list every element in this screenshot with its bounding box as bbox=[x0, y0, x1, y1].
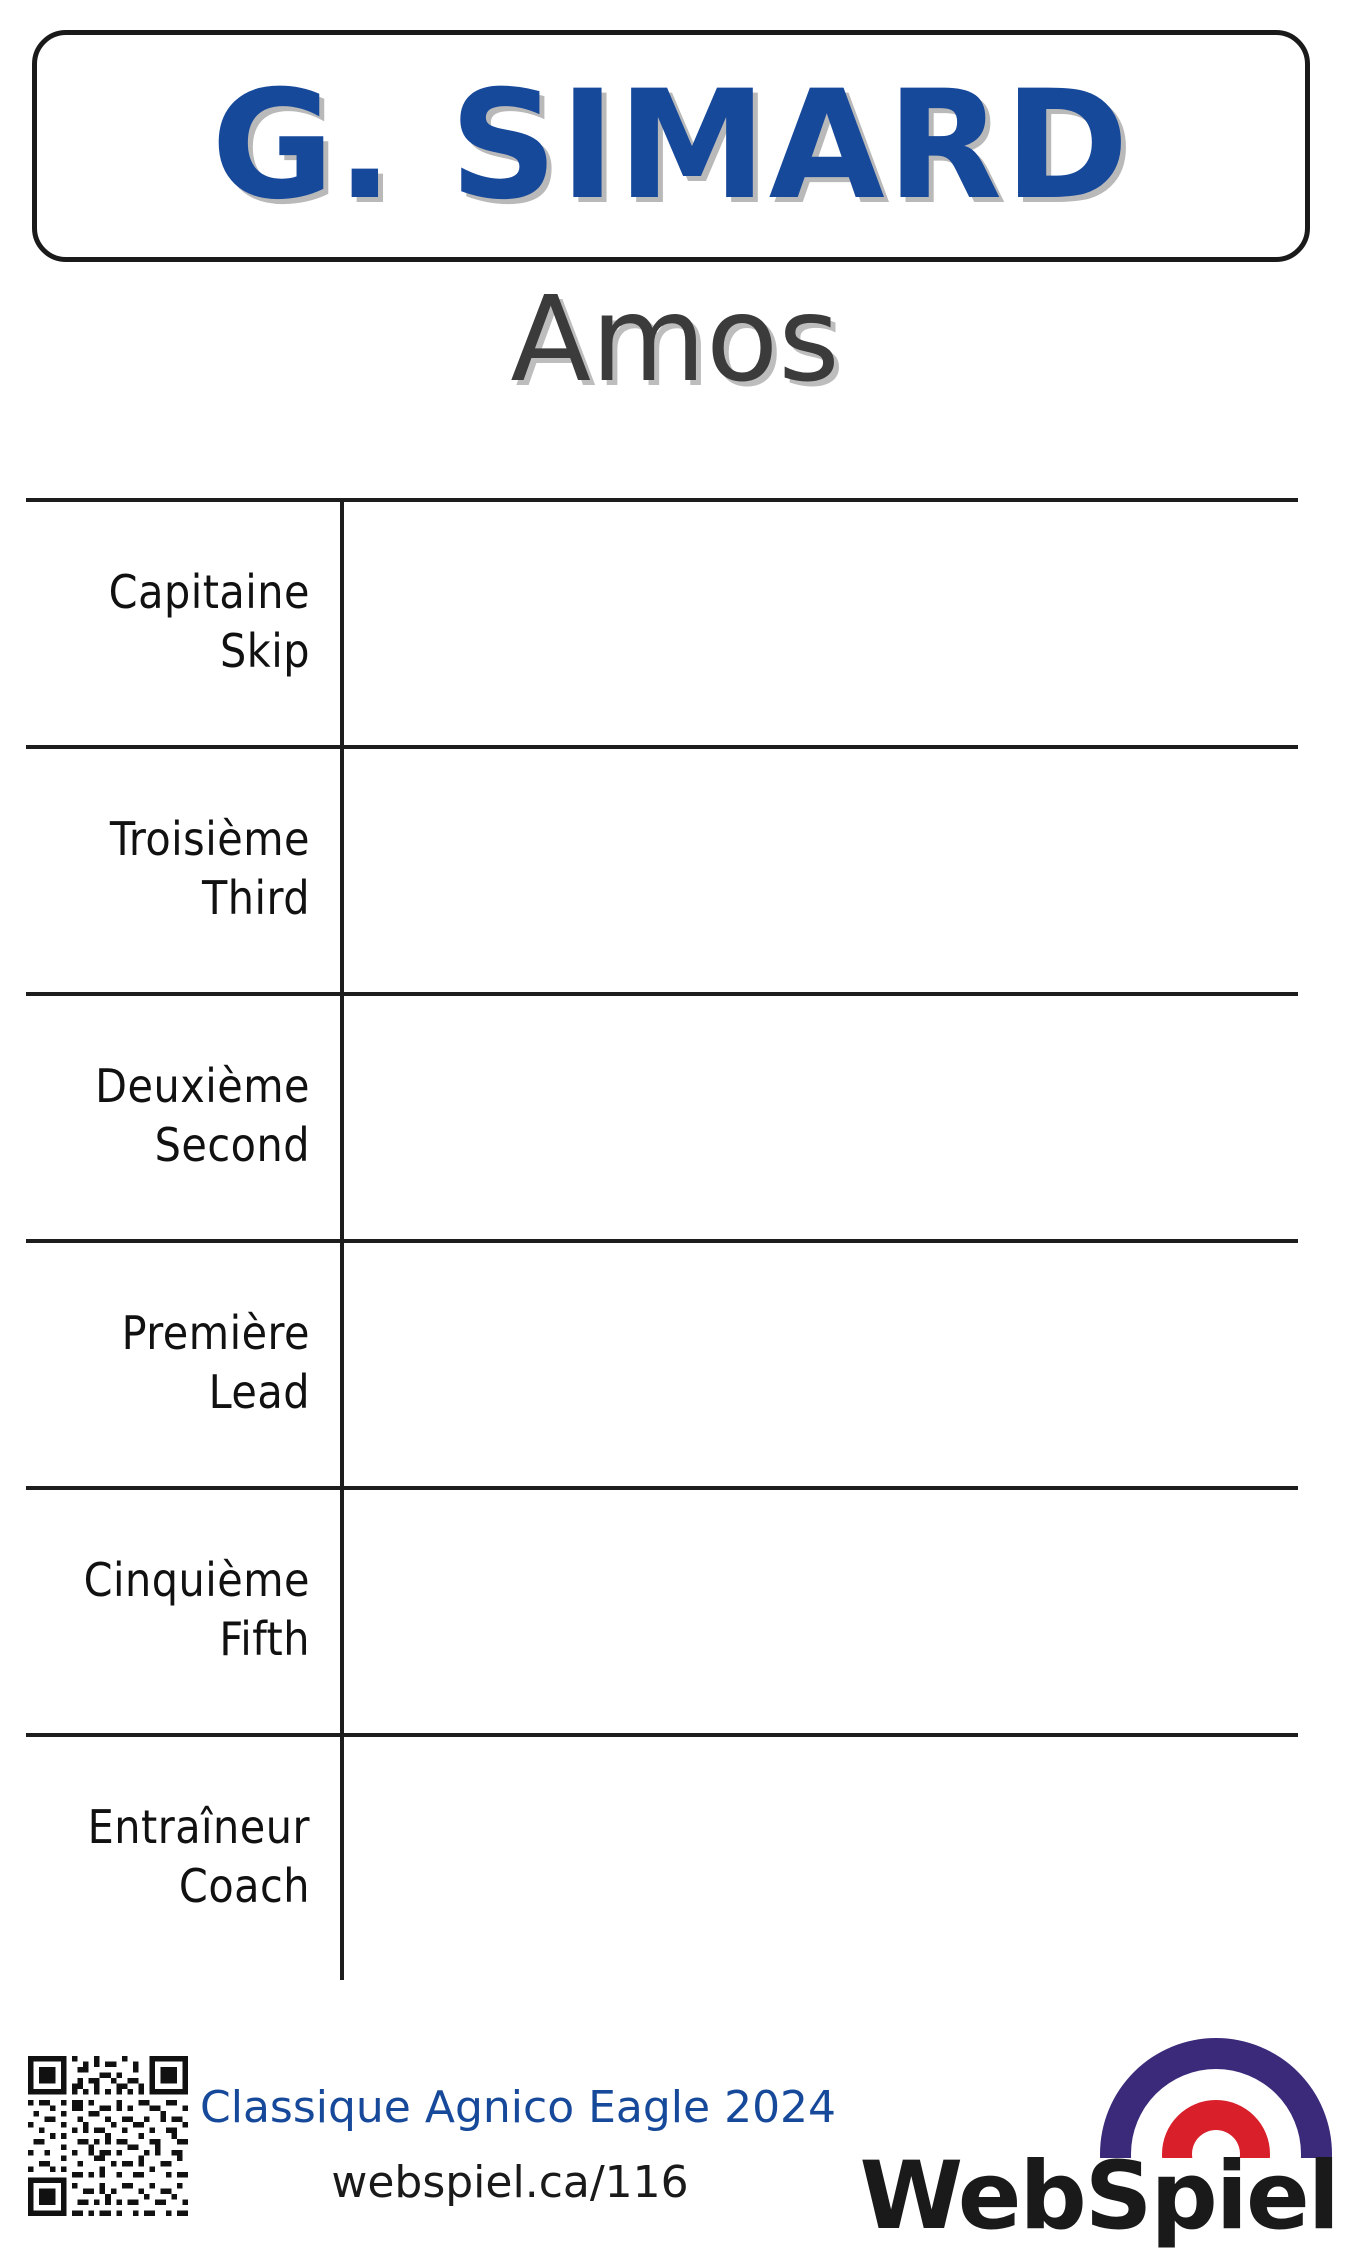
position-label-skip bbox=[26, 502, 344, 745]
position-label-fr: Capitaine bbox=[108, 564, 310, 619]
position-label-en: Skip bbox=[219, 623, 310, 678]
table-row bbox=[26, 502, 1298, 749]
position-label-fr: Cinquième bbox=[83, 1552, 310, 1607]
event-title[interactable]: Classique Agnico Eagle 2024 bbox=[200, 2082, 837, 2134]
webspiel-logo bbox=[859, 2038, 1342, 2251]
table-row bbox=[26, 996, 1298, 1243]
player-name-lead[interactable] bbox=[344, 1243, 1298, 1486]
qr-code-icon bbox=[28, 2056, 188, 2216]
footer bbox=[0, 2024, 1350, 2250]
position-label-fr: Entraîneur bbox=[87, 1799, 310, 1854]
position-label-en: Third bbox=[202, 870, 310, 925]
position-label-fifth bbox=[26, 1490, 344, 1733]
player-name-coach[interactable] bbox=[344, 1737, 1298, 1980]
position-label-en: Second bbox=[154, 1117, 310, 1172]
position-label-en: Fifth bbox=[219, 1611, 310, 1666]
position-label-second bbox=[26, 996, 344, 1239]
team-locality: Amos bbox=[510, 270, 840, 408]
table-row bbox=[26, 749, 1298, 996]
position-label-third bbox=[26, 749, 344, 992]
position-label-fr: Première bbox=[121, 1305, 310, 1360]
position-label-coach bbox=[26, 1737, 344, 1980]
team-name: G. SIMARD bbox=[211, 59, 1131, 233]
curling-rings-icon bbox=[1100, 2038, 1332, 2158]
player-name-fifth[interactable] bbox=[344, 1490, 1298, 1733]
table-row bbox=[26, 1243, 1298, 1490]
position-label-fr: Troisième bbox=[109, 811, 310, 866]
webspiel-wordmark: WebSpiel bbox=[859, 2142, 1338, 2251]
team-name-box bbox=[32, 30, 1310, 262]
footer-text bbox=[200, 2082, 837, 2210]
position-label-lead bbox=[26, 1243, 344, 1486]
position-label-en: Lead bbox=[208, 1364, 310, 1419]
positions-table bbox=[26, 498, 1298, 1980]
player-name-skip[interactable] bbox=[344, 502, 1298, 745]
player-name-third[interactable] bbox=[344, 749, 1298, 992]
event-url[interactable]: webspiel.ca/116 bbox=[331, 2157, 689, 2209]
table-row bbox=[26, 1737, 1298, 1980]
position-label-fr: Deuxième bbox=[95, 1058, 310, 1113]
player-name-second[interactable] bbox=[344, 996, 1298, 1239]
table-row bbox=[26, 1490, 1298, 1737]
position-label-en: Coach bbox=[178, 1858, 310, 1913]
